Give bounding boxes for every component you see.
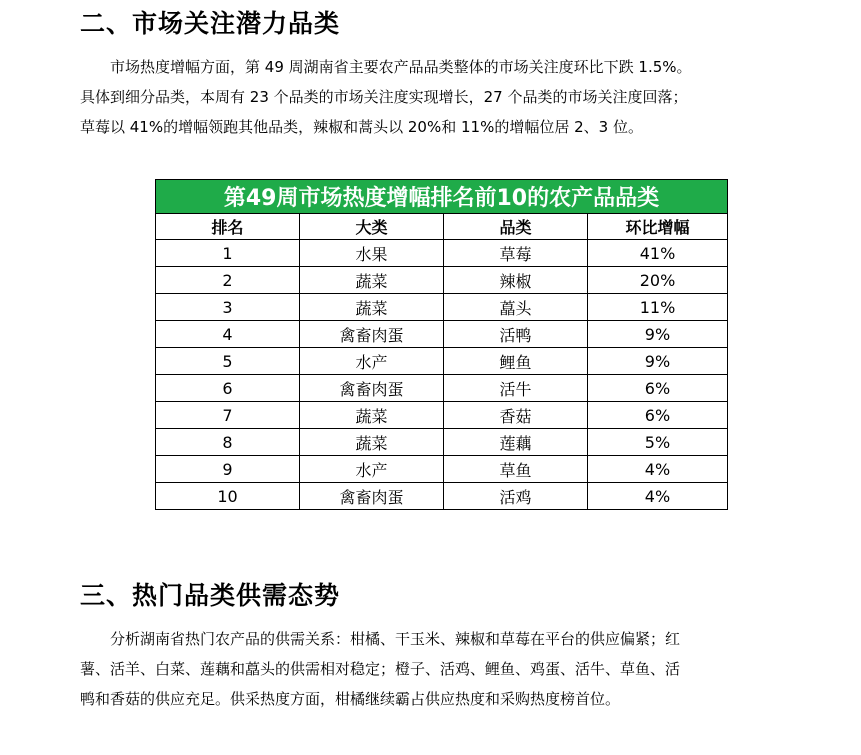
paragraph-line: 市场热度增幅方面，第 49 周湖南省主要农产品品类整体的市场关注度环比下跌 1.5%。 bbox=[110, 58, 692, 76]
table-row bbox=[156, 456, 728, 483]
cell-rank: 8 bbox=[156, 429, 300, 456]
cell-growth: 11% bbox=[588, 294, 728, 321]
cell-product: 香菇 bbox=[444, 402, 588, 429]
cell-category: 蔬菜 bbox=[300, 402, 444, 429]
table-header-row bbox=[156, 214, 728, 240]
column-header-product: 品类 bbox=[444, 214, 588, 240]
ranking-table bbox=[155, 179, 728, 510]
cell-category: 蔬菜 bbox=[300, 294, 444, 321]
cell-category: 蔬菜 bbox=[300, 429, 444, 456]
cell-rank: 1 bbox=[156, 240, 300, 267]
section-heading-2: 二、市场关注潜力品类 bbox=[80, 9, 341, 38]
cell-product: 草莓 bbox=[444, 240, 588, 267]
table-row bbox=[156, 375, 728, 402]
cell-category: 水产 bbox=[300, 456, 444, 483]
cell-product: 活鸭 bbox=[444, 321, 588, 348]
cell-growth: 5% bbox=[588, 429, 728, 456]
cell-product: 活鸡 bbox=[444, 483, 588, 510]
cell-category: 禽畜肉蛋 bbox=[300, 375, 444, 402]
table-row bbox=[156, 483, 728, 510]
cell-growth: 4% bbox=[588, 483, 728, 510]
cell-rank: 7 bbox=[156, 402, 300, 429]
table-row bbox=[156, 240, 728, 267]
cell-product: 草鱼 bbox=[444, 456, 588, 483]
cell-rank: 6 bbox=[156, 375, 300, 402]
section-3-paragraph bbox=[80, 624, 780, 714]
cell-category: 水产 bbox=[300, 348, 444, 375]
table-row bbox=[156, 348, 728, 375]
table-row bbox=[156, 321, 728, 348]
cell-category: 蔬菜 bbox=[300, 267, 444, 294]
column-header-growth: 环比增幅 bbox=[588, 214, 728, 240]
section-heading-3: 三、热门品类供需态势 bbox=[80, 581, 341, 610]
cell-category: 水果 bbox=[300, 240, 444, 267]
paragraph-line: 具体到细分品类，本周有 23 个品类的市场关注度实现增长，27 个品类的市场关注度回落； bbox=[80, 88, 688, 106]
table-title: 第49周市场热度增幅排名前10的农产品品类 bbox=[156, 180, 728, 214]
cell-rank: 9 bbox=[156, 456, 300, 483]
paragraph-line: 分析湖南省热门农产品的供需关系：柑橘、干玉米、辣椒和草莓在平台的供应偏紧；红 bbox=[110, 630, 681, 648]
cell-growth: 20% bbox=[588, 267, 728, 294]
cell-product: 莲藕 bbox=[444, 429, 588, 456]
cell-growth: 9% bbox=[588, 321, 728, 348]
cell-growth: 6% bbox=[588, 375, 728, 402]
cell-rank: 10 bbox=[156, 483, 300, 510]
cell-product: 藠头 bbox=[444, 294, 588, 321]
cell-category: 禽畜肉蛋 bbox=[300, 321, 444, 348]
column-header-rank: 排名 bbox=[156, 214, 300, 240]
table-row bbox=[156, 267, 728, 294]
cell-rank: 3 bbox=[156, 294, 300, 321]
cell-growth: 41% bbox=[588, 240, 728, 267]
cell-rank: 4 bbox=[156, 321, 300, 348]
table-row bbox=[156, 294, 728, 321]
section-2-paragraph bbox=[80, 52, 780, 142]
cell-product: 鲤鱼 bbox=[444, 348, 588, 375]
cell-rank: 2 bbox=[156, 267, 300, 294]
cell-growth: 6% bbox=[588, 402, 728, 429]
cell-growth: 9% bbox=[588, 348, 728, 375]
cell-growth: 4% bbox=[588, 456, 728, 483]
cell-category: 禽畜肉蛋 bbox=[300, 483, 444, 510]
cell-product: 辣椒 bbox=[444, 267, 588, 294]
paragraph-line: 草莓以 41%的增幅领跑其他品类，辣椒和蒿头以 20%和 11%的增幅位居 2、3 位。 bbox=[80, 118, 643, 136]
paragraph-line: 薯、活羊、白菜、莲藕和藠头的供需相对稳定；橙子、活鸡、鲤鱼、鸡蛋、活牛、草鱼、活 bbox=[80, 660, 681, 678]
paragraph-line: 鸭和香菇的供应充足。供采热度方面，柑橘继续霸占供应热度和采购热度榜首位。 bbox=[80, 690, 621, 708]
table-row bbox=[156, 429, 728, 456]
table-row bbox=[156, 402, 728, 429]
column-header-category: 大类 bbox=[300, 214, 444, 240]
cell-product: 活牛 bbox=[444, 375, 588, 402]
cell-rank: 5 bbox=[156, 348, 300, 375]
